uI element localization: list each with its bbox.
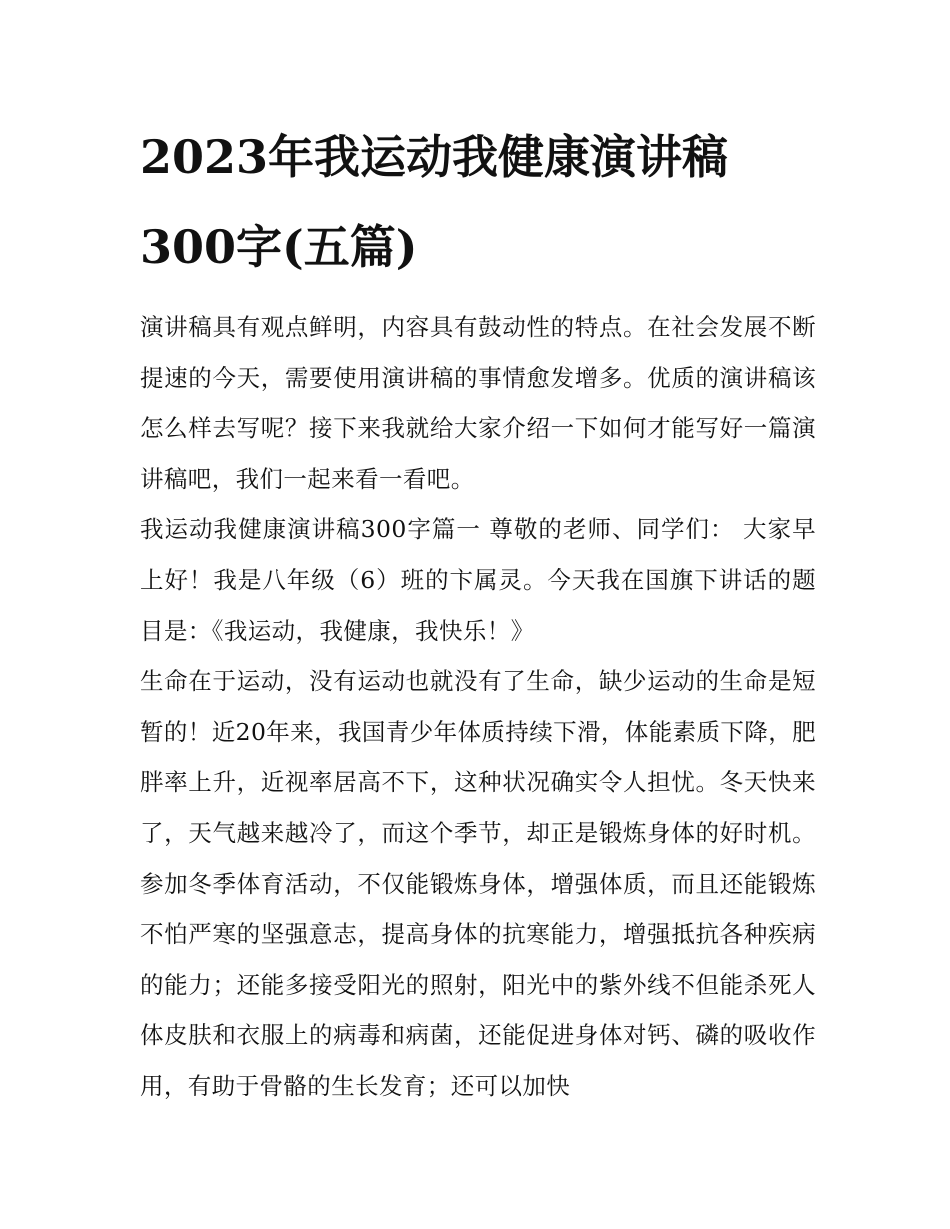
speech-heading-paragraph: 我运动我健康演讲稿300字篇一 尊敬的老师、同学们： 大家早上好！我是八年级（6）班的卞属灵。今天我在国旗下讲话的题目是：《我运动，我健康，我快乐！》 xyxy=(140,515,816,645)
document-title: 2023年我运动我健康演讲稿300字(五篇) xyxy=(140,130,729,274)
intro-paragraph: 演讲稿具有观点鲜明，内容具有鼓动性的特点。在社会发展不断提速的今天，需要使用演讲稿的事情愈发增多。优质的演讲稿该怎么样去写呢？接下来我就给大家介绍一下如何才能写好一篇演讲稿吧，我们一起来看一看吧。 xyxy=(140,313,816,493)
document-page xyxy=(140,112,816,1112)
body-paragraph: 生命在于运动，没有运动也就没有了生命，缺少运动的生命是短暂的！近20年来，我国青少年体质持续下滑，体能素质下降，肥胖率上升，近视率居高不下，这种状况确实令人担忧。冬天快来了，天气越来越冷了，而这个季节，却正是锻炼身体的好时机。参加冬季体育活动，不仅能锻炼身体，增强体质，而且还能锻炼不怕严寒的坚强意志，提高身体的抗寒能力，增强抵抗各种疾病的能力；还能多接受阳光的照射，阳光中的紫外线不但能杀死人体皮肤和衣服上的病毒和病菌，还能促进身体对钙、磷的吸收作用，有助于骨骼的生长发育；还可以加快 xyxy=(140,667,817,1100)
